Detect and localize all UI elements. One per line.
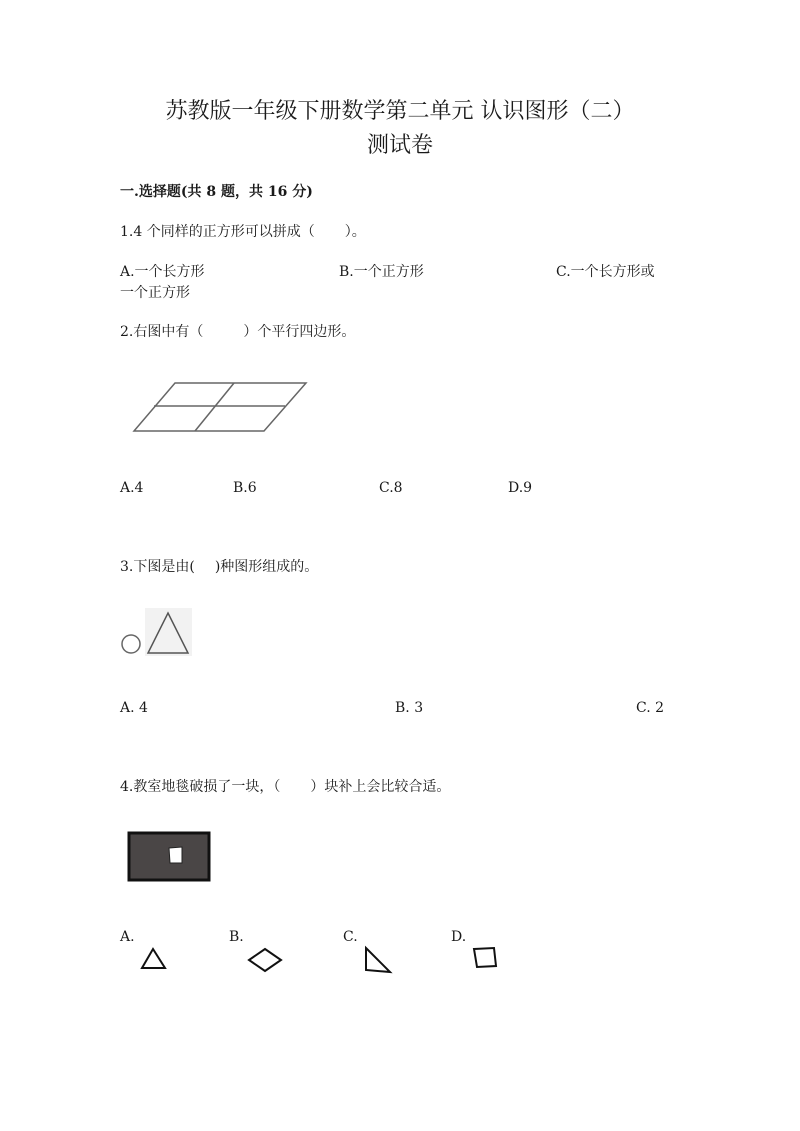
section-heading: 一.选择题(共 8 题，共 16 分) bbox=[120, 184, 313, 200]
q2-option-b[interactable]: B.6 bbox=[233, 480, 257, 496]
parallelogram-figure bbox=[128, 375, 313, 437]
q2-option-c[interactable]: C.8 bbox=[379, 480, 403, 496]
q1-option-a[interactable]: A.一个长方形 bbox=[120, 264, 205, 280]
carpet-rectangle bbox=[129, 833, 209, 880]
parallelogram-midline-slanted bbox=[195, 383, 234, 431]
question-2-text-end: ）个平行四边形。 bbox=[243, 324, 356, 340]
page-subtitle: 测试卷 bbox=[366, 133, 433, 158]
question-1 bbox=[120, 221, 366, 241]
q4-option-b-diamond-icon[interactable] bbox=[244, 945, 286, 975]
circle-triangle-figure bbox=[118, 608, 196, 658]
question-4 bbox=[120, 776, 450, 796]
q1-option-b[interactable]: B.一个正方形 bbox=[339, 264, 424, 280]
q4-option-b[interactable]: B. bbox=[229, 929, 244, 945]
q3-option-c[interactable]: C. 2 bbox=[636, 700, 665, 716]
question-3-text: 3.下图是由( bbox=[120, 559, 195, 575]
q3-option-b[interactable]: B. 3 bbox=[395, 700, 424, 716]
q4-option-c-right-triangle-icon[interactable] bbox=[360, 943, 396, 975]
q4-option-d-quadrilateral-icon[interactable] bbox=[468, 943, 502, 973]
q1-option-c[interactable]: C.一个长方形或 bbox=[556, 264, 655, 280]
q3-option-a[interactable]: A. 4 bbox=[120, 700, 148, 716]
q2-option-d[interactable]: D.9 bbox=[508, 480, 533, 496]
q1-option-c-continued: 一个正方形 bbox=[120, 285, 190, 301]
carpet-hole bbox=[169, 847, 182, 863]
q4-option-c[interactable]: C. bbox=[343, 929, 358, 945]
q4-option-d[interactable]: D. bbox=[451, 929, 467, 945]
question-3-text-end: )种图形组成的。 bbox=[214, 559, 319, 575]
question-2 bbox=[120, 321, 355, 341]
question-4-text-end: ）块补上会比较合适。 bbox=[310, 779, 451, 795]
parallelogram-outline bbox=[134, 383, 306, 431]
q2-option-a[interactable]: A.4 bbox=[120, 480, 144, 496]
damaged-carpet-figure bbox=[125, 830, 213, 884]
page-title: 苏教版一年级下册数学第二单元 认识图形（二） bbox=[165, 99, 635, 124]
question-4-text: 4.教室地毯破损了一块，（ bbox=[120, 779, 281, 795]
question-2-text: 2.右图中有（ bbox=[120, 324, 204, 340]
question-1-text-end: ）。 bbox=[344, 224, 366, 240]
q4-option-a-triangle-icon[interactable] bbox=[138, 945, 172, 973]
question-3 bbox=[120, 556, 318, 576]
question-1-text: 1.4 个同样的正方形可以拼成（ bbox=[120, 224, 315, 240]
q4-option-a[interactable]: A. bbox=[120, 929, 135, 945]
circle-shape bbox=[122, 635, 140, 653]
